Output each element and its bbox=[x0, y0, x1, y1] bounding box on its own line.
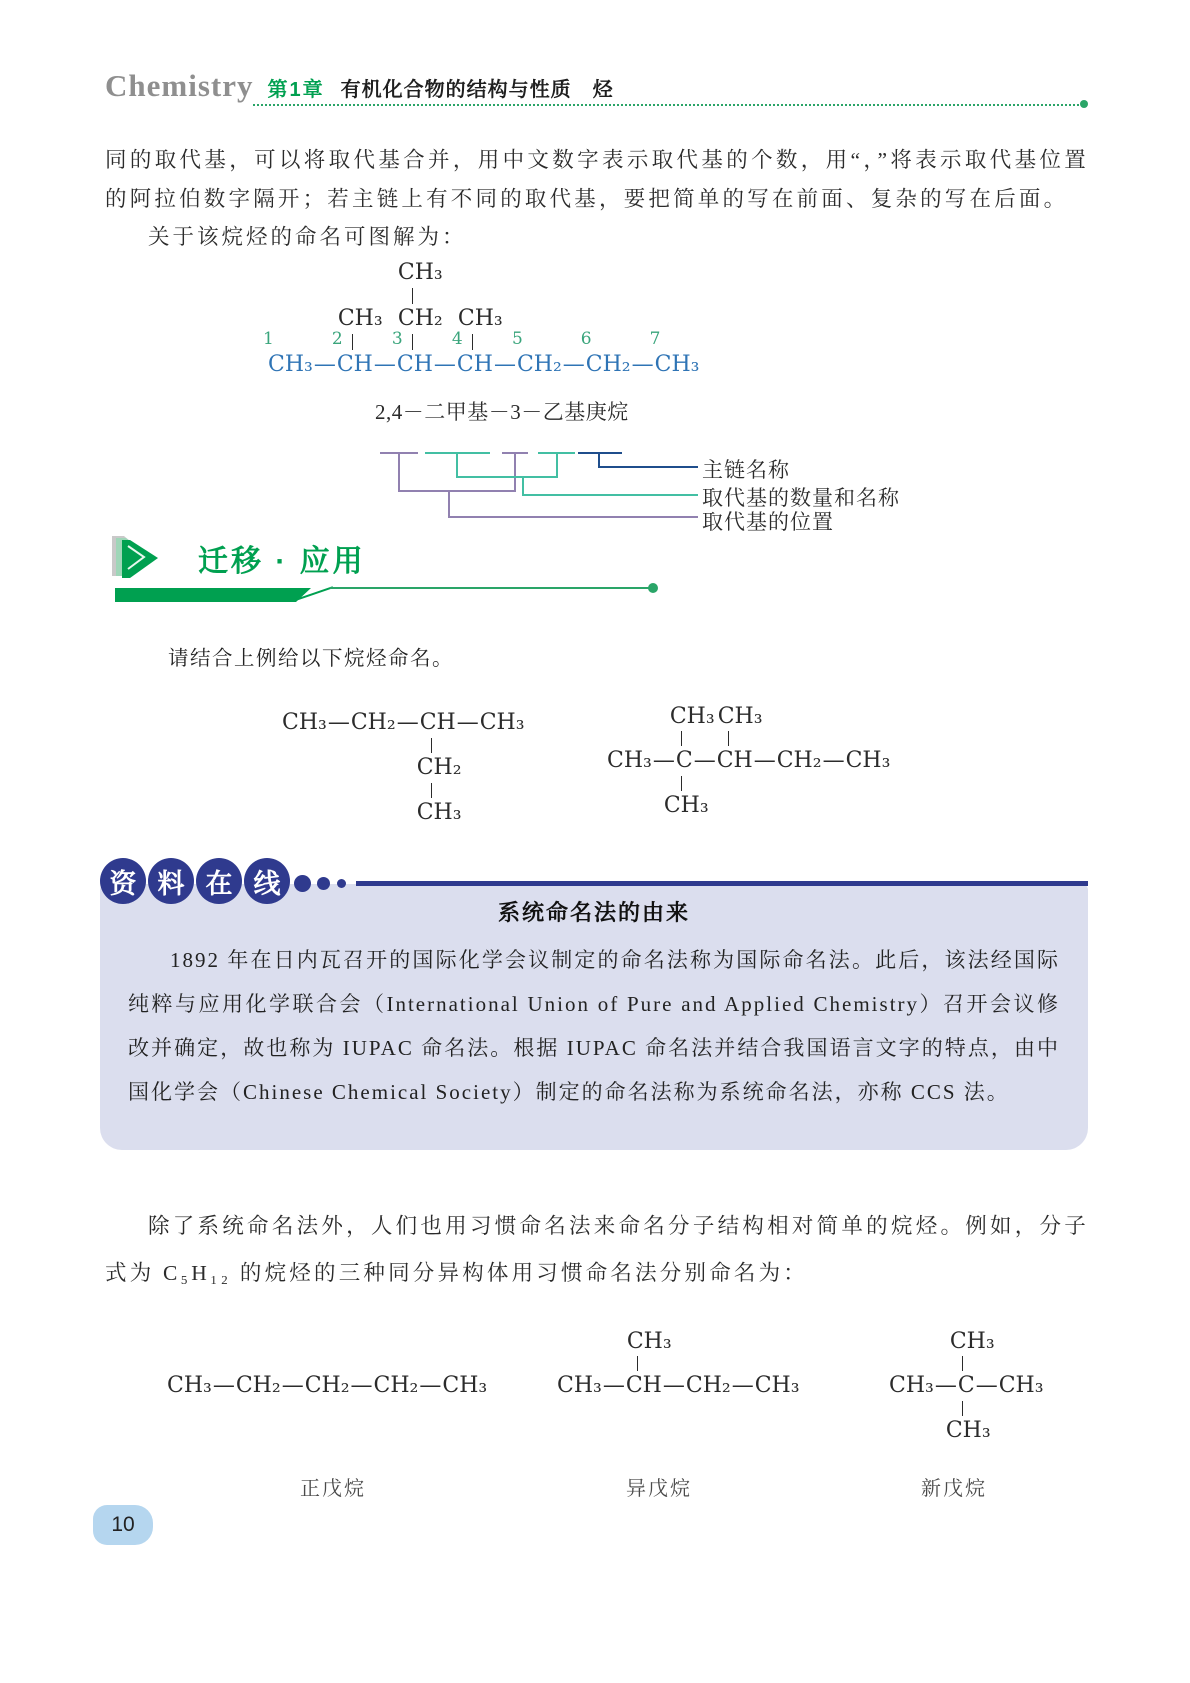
substituent: CH₂ bbox=[416, 755, 462, 780]
isomer-label-neopentane: 新戊烷 bbox=[921, 1478, 987, 1500]
carbon-number: 2 bbox=[331, 329, 343, 349]
connector-line bbox=[398, 452, 400, 492]
vertical-bond bbox=[962, 1356, 964, 1371]
carbon-number: 7 bbox=[649, 329, 661, 349]
carbon-number: 6 bbox=[580, 329, 592, 349]
substituent: CH₃ bbox=[457, 306, 503, 331]
page-number-badge bbox=[93, 1505, 153, 1545]
isopentane-structure: CH₃ — CH₃ CH — CH₂ — CH₃ bbox=[557, 1329, 800, 1398]
carbon-number: 5 bbox=[511, 329, 523, 349]
legend-substituent-count: 取代基的数量和名称 bbox=[702, 486, 900, 510]
carbon-number: 3 bbox=[391, 329, 403, 349]
intro-paragraph: 同的取代基，可以将取代基合并，用中文数字表示取代基的个数，用“，”将表示取代基位置的阿拉伯数字隔开；若主链上有不同的取代基，要把简单的写在前面、复杂的写在后面。 bbox=[105, 148, 1089, 211]
badge-dot-icon bbox=[294, 875, 311, 892]
badge-dot-icon bbox=[337, 879, 346, 888]
legend-main-chain: 主链名称 bbox=[702, 458, 790, 482]
vertical-bond bbox=[431, 783, 433, 798]
badge-circle: 线 bbox=[244, 858, 290, 904]
info-box-rule bbox=[356, 881, 1088, 886]
connector-line bbox=[598, 466, 698, 468]
legend-substituent-position: 取代基的位置 bbox=[702, 510, 834, 534]
connector-line bbox=[448, 490, 450, 518]
vertical-bond bbox=[352, 334, 354, 350]
section-bar bbox=[115, 588, 311, 602]
connector-line bbox=[522, 494, 698, 496]
habit-naming-paragraph: 除了系统命名法外，人们也用习惯命名法来命名分子结构相对简单的烷烃。例如，分子式为 C₅H₁₂ 的烷烃的三种同分异构体用习惯命名法分别命名为： bbox=[105, 1214, 1089, 1285]
isomer-label-isopentane: 异戊烷 bbox=[626, 1478, 692, 1500]
substituent: CH₃ bbox=[663, 793, 709, 818]
exercise-structure-b: CH₃ — CH₃ C CH₃ — CH₃ CH — CH₂ — CH₃ bbox=[607, 704, 891, 818]
info-box-body: 1892 年在日内瓦召开的国际化学会议制定的命名法称为国际命名法。此后，该法经国际纯粹与应用化学联合会（International Union of Pure and Applied Chemistry）召开会议修改并确定，故也称为 IUPAC 命名法。根据 IUPAC 命名法并结合我国语言文字的特点，由中国化学会（Chinese Chemical Society）制定的命名法称为系统命名法，亦称 CCS 法。 bbox=[128, 948, 1060, 1104]
underline-main-chain bbox=[578, 452, 622, 454]
carbon-number: 1 bbox=[263, 329, 274, 349]
section-title: 迁移 · 应用 bbox=[198, 545, 366, 578]
connector-line bbox=[522, 476, 524, 496]
connector-line bbox=[556, 452, 558, 478]
chain-unit: 6 CH₂ bbox=[586, 352, 631, 378]
carbon-number: 4 bbox=[451, 329, 463, 349]
section-arrow-icon bbox=[110, 534, 166, 587]
substituent: CH₃ bbox=[337, 306, 383, 331]
vertical-bond bbox=[431, 738, 433, 753]
badge-circle: 在 bbox=[196, 858, 242, 904]
page-header bbox=[105, 68, 614, 104]
brand-title: Chemistry bbox=[105, 68, 254, 103]
header-dotted-rule bbox=[253, 104, 1079, 106]
connector-line bbox=[514, 452, 516, 492]
connector-line bbox=[448, 516, 698, 518]
substituent: CH₂ bbox=[397, 306, 443, 331]
vertical-bond bbox=[681, 776, 683, 791]
vertical-bond bbox=[637, 1356, 639, 1371]
systematic-name: 2,4－二甲基－3－乙基庚烷 bbox=[375, 400, 629, 424]
exercise-prompt: 请结合上例给以下烷烃命名。 bbox=[168, 648, 454, 670]
exercise-structure-a: CH₃ — CH₂ — CH CH₂ CH₃ — CH₃ bbox=[282, 710, 525, 825]
badge-circle: 资 bbox=[100, 858, 146, 904]
substituent: CH₃ bbox=[949, 1329, 995, 1354]
badge-circle: 料 bbox=[148, 858, 194, 904]
chain-unit: 7 CH₃ bbox=[655, 352, 700, 378]
chain-unit: 3 CH₂ CH₃ CH bbox=[391, 260, 443, 377]
substituent: CH₃ bbox=[416, 800, 462, 825]
page-number: 10 bbox=[111, 1513, 135, 1536]
vertical-bond bbox=[412, 334, 414, 350]
substituent: CH₃ bbox=[626, 1329, 672, 1354]
isomer-label-n-pentane: 正戊烷 bbox=[300, 1478, 366, 1500]
alkane-structure-diagram: 1 CH₃ — 2 CH₃ CH — 3 CH₂ CH₃ CH — 4 CH₃ CH — 5 CH₂ — 6 CH₂ — 7 CH₃ bbox=[263, 260, 700, 377]
chapter-title: 有机化合物的结构与性质 烃 bbox=[340, 79, 614, 101]
header-end-dot-icon bbox=[1080, 100, 1088, 108]
substituent: CH₃ bbox=[945, 1418, 991, 1443]
substituent: CH₃ bbox=[397, 260, 443, 285]
chain-unit: 1 CH₃ bbox=[268, 352, 313, 378]
info-box-title: 系统命名法的由来 bbox=[497, 900, 690, 925]
chain-unit: 5 CH₂ bbox=[517, 352, 562, 378]
connector-line bbox=[398, 490, 516, 492]
connector-line bbox=[456, 476, 557, 478]
connector-line bbox=[456, 452, 458, 478]
badge-dot-icon bbox=[317, 877, 330, 890]
section-rule bbox=[330, 587, 650, 589]
vertical-bond bbox=[681, 731, 683, 746]
neopentane-structure: CH₃ — CH₃ C CH₃ — CH₃ bbox=[889, 1329, 1044, 1443]
chain-unit: 4 CH₃ CH bbox=[451, 306, 503, 377]
chapter-number: 第1章 bbox=[267, 79, 325, 101]
vertical-bond bbox=[472, 334, 474, 350]
chain-unit: 2 CH₃ CH bbox=[331, 306, 383, 377]
n-pentane-structure: CH₃ — CH₂ — CH₂ — CH₂ — CH₃ bbox=[167, 1373, 488, 1398]
substituent: CH₃ bbox=[717, 704, 763, 729]
section-end-dot-icon bbox=[648, 583, 658, 593]
lead-in-sentence: 关于该烷烃的命名可图解为： bbox=[148, 225, 467, 249]
vertical-bond bbox=[728, 731, 730, 746]
vertical-bond bbox=[412, 288, 414, 304]
vertical-bond bbox=[962, 1401, 964, 1416]
substituent: CH₃ bbox=[669, 704, 715, 729]
